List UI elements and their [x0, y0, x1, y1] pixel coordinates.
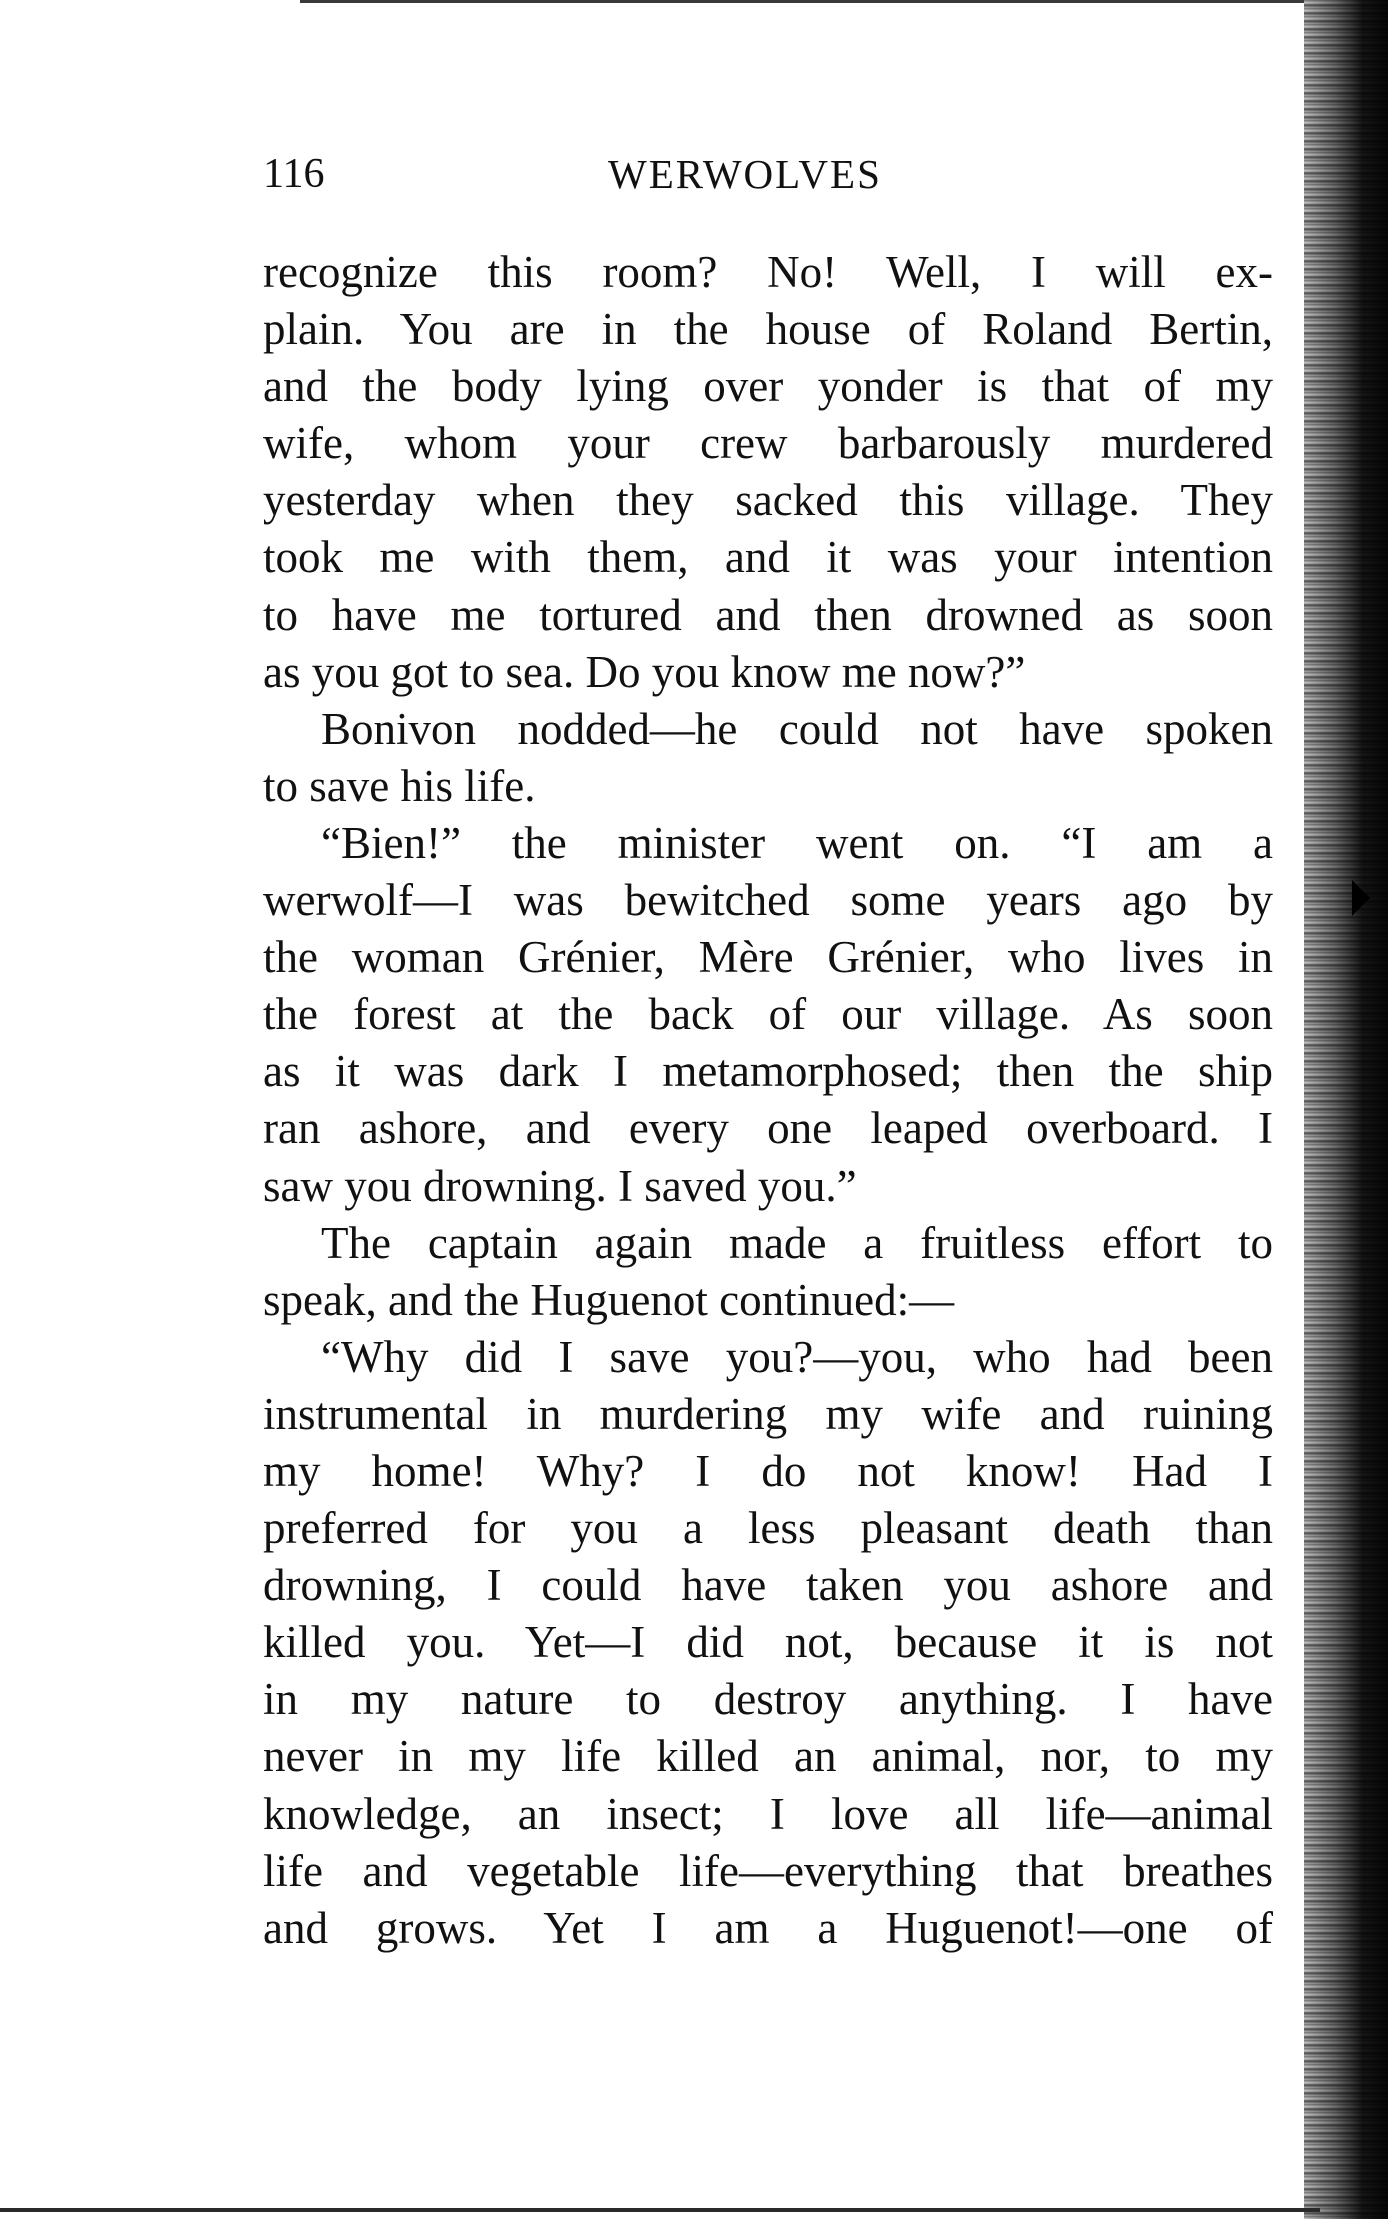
text-line: instrumental in murdering my wife and ruining	[263, 1388, 1273, 1439]
text-line: and grows. Yet I am a Huguenot!—one of	[263, 1902, 1273, 1953]
page-bottom-edge	[0, 2208, 1320, 2212]
running-head: WERWOLVES	[608, 151, 882, 197]
text-line: the forest at the back of our village. As soon	[263, 989, 1273, 1040]
text-line: recognize this room? No! Well, I will ex-	[263, 247, 1273, 297]
text-line: preferred for you a less pleasant death than	[263, 1503, 1273, 1554]
text-line: to save his life.	[263, 760, 536, 811]
body-text	[263, 244, 1273, 1957]
page-edge-notch	[1352, 880, 1370, 916]
text-line: wife, whom your crew barbarously murdered	[263, 418, 1273, 469]
text-line: in my nature to destroy anything. I have	[263, 1674, 1273, 1725]
text-line: “Bien!” the minister went on. “I am a	[321, 817, 1273, 868]
text-line: speak, and the Huguenot continued:—	[263, 1274, 955, 1325]
text-line: my home! Why? I do not know! Had I	[263, 1445, 1273, 1496]
text-line: drowning, I could have taken you ashore and	[263, 1560, 1273, 1611]
text-line: “Why did I save you?—you, who had been	[321, 1331, 1273, 1382]
text-line: as you got to sea. Do you know me now?”	[263, 646, 1026, 697]
text-line: saw you drowning. I saved you.”	[263, 1160, 857, 1211]
text-line: never in my life killed an animal, nor, to my	[263, 1731, 1273, 1782]
page-top-edge	[300, 0, 1320, 3]
book-spine-edge	[1304, 0, 1388, 2219]
text-line: the woman Grénier, Mère Grénier, who lives in	[263, 932, 1273, 983]
text-line: yesterday when they sacked this village. They	[263, 475, 1273, 526]
text-line: took me with them, and it was your intention	[263, 532, 1273, 583]
text-line: to have me tortured and then drowned as soon	[263, 589, 1273, 640]
page-number: 116	[263, 151, 325, 197]
text-line: as it was dark I metamorphosed; then the ship	[263, 1046, 1273, 1097]
text-line: killed you. Yet—I did not, because it is not	[263, 1617, 1273, 1668]
text-line: plain. You are in the house of Roland Bertin,	[263, 304, 1273, 355]
text-line: werwolf—I was bewitched some years ago by	[263, 875, 1273, 926]
text-line: The captain again made a fruitless effort to	[321, 1217, 1273, 1268]
page-header	[263, 146, 943, 202]
text-line: Bonivon nodded—he could not have spoken	[321, 703, 1273, 754]
text-line: knowledge, an insect; I love all life—animal	[263, 1788, 1273, 1839]
text-line: ran ashore, and every one leaped overboard. I	[263, 1103, 1273, 1154]
text-line: and the body lying over yonder is that of my	[263, 361, 1273, 412]
text-line: life and vegetable life—everything that breathes	[263, 1845, 1273, 1896]
